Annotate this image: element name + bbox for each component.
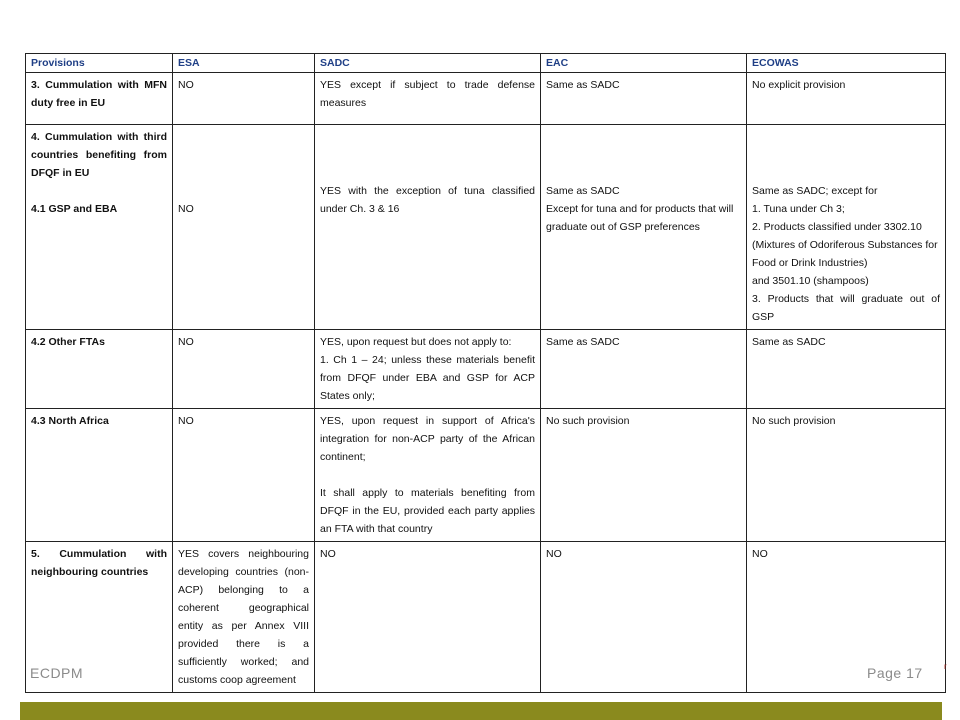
header-sadc: SADC — [315, 54, 541, 73]
row2-ecowas — [747, 125, 946, 330]
row4-eac: No such provision — [541, 409, 747, 542]
row5-esa: YES covers neighbouring developing countries (non-ACP) belonging to a coherent geographical entity as per Annex VIII provided there is a sufficiently worked; and customs coop agreement — [173, 542, 315, 693]
row2-eac-line1: Same as SADC — [546, 185, 620, 197]
footer-page-number: Page 17 — [867, 665, 923, 681]
header-esa: ESA — [173, 54, 315, 73]
row3-esa: NO — [173, 330, 315, 409]
row4-ecowas: No such provision — [747, 409, 946, 542]
row3-eac: Same as SADC — [541, 330, 747, 409]
table-row — [26, 542, 946, 693]
row1-eac: Same as SADC — [541, 73, 747, 125]
row5-sadc: NO — [315, 542, 541, 693]
row4-provision: 4.3 North Africa — [26, 409, 173, 542]
corner-mark: r — [944, 662, 947, 671]
row4-esa: NO — [173, 409, 315, 542]
table-row — [26, 73, 946, 125]
row2-esa — [173, 125, 315, 330]
row1-esa: NO — [173, 73, 315, 125]
row4-sadc-line2: It shall apply to materials benefiting from DFQF in the EU, provided each party applies an FTA with that country — [320, 487, 535, 535]
row2-provision-sub: 4.1 GSP and EBA — [31, 203, 118, 215]
table-row — [26, 330, 946, 409]
row3-sadc-line1: YES, upon request but does not apply to: — [320, 336, 512, 348]
row2-provision-title: 4. Cummulation with third countries benefiting from DFQF in EU — [31, 131, 167, 179]
row1-sadc: YES except if subject to trade defense measures — [315, 73, 541, 125]
table-row — [26, 409, 946, 542]
header-provisions: Provisions — [26, 54, 173, 73]
row2-provision — [26, 125, 173, 330]
row2-sadc-value: YES with the exception of tuna classified under Ch. 3 & 16 — [320, 185, 535, 215]
row3-ecowas: Same as SADC — [747, 330, 946, 409]
row3-sadc-line2: 1. Ch 1 – 24; unless these materials benefit from DFQF under EBA and GSP for ACP States only; — [320, 354, 535, 402]
row2-ecowas-line2: 1. Tuna under Ch 3; — [752, 203, 845, 215]
table-header-row — [26, 54, 946, 73]
header-eac: EAC — [541, 54, 747, 73]
header-ecowas: ECOWAS — [747, 54, 946, 73]
row4-sadc-line1: YES, upon request in support of Africa's integration for non-ACP party of the African continent; — [320, 415, 535, 463]
row2-ecowas-line3: 2. Products classified under 3302.10 (Mixtures of Odoriferous Substances for Food or Drink Industries) — [752, 221, 938, 269]
row2-sadc — [315, 125, 541, 330]
row1-ecowas: No explicit provision — [747, 73, 946, 125]
row3-sadc — [315, 330, 541, 409]
row2-ecowas-line4: and 3501.10 (shampoos) — [752, 275, 869, 287]
footer-org-name: ECDPM — [30, 665, 84, 681]
row2-esa-value: NO — [178, 203, 194, 215]
row2-ecowas-line5: 3. Products that will graduate out of GSP — [752, 293, 940, 323]
row5-eac: NO — [541, 542, 747, 693]
row4-sadc — [315, 409, 541, 542]
row1-provision: 3. Cummulation with MFN duty free in EU — [26, 73, 173, 125]
provisions-table — [25, 53, 946, 693]
footer-color-bar — [20, 702, 942, 720]
row2-eac — [541, 125, 747, 330]
table-row — [26, 125, 946, 330]
row5-ecowas: NO — [747, 542, 946, 693]
row2-ecowas-line1: Same as SADC; except for — [752, 185, 878, 197]
row5-provision: 5. Cummulation with neighbouring countries — [26, 542, 173, 693]
row3-provision: 4.2 Other FTAs — [26, 330, 173, 409]
row2-eac-line2: Except for tuna and for products that will graduate out of GSP preferences — [546, 203, 734, 233]
